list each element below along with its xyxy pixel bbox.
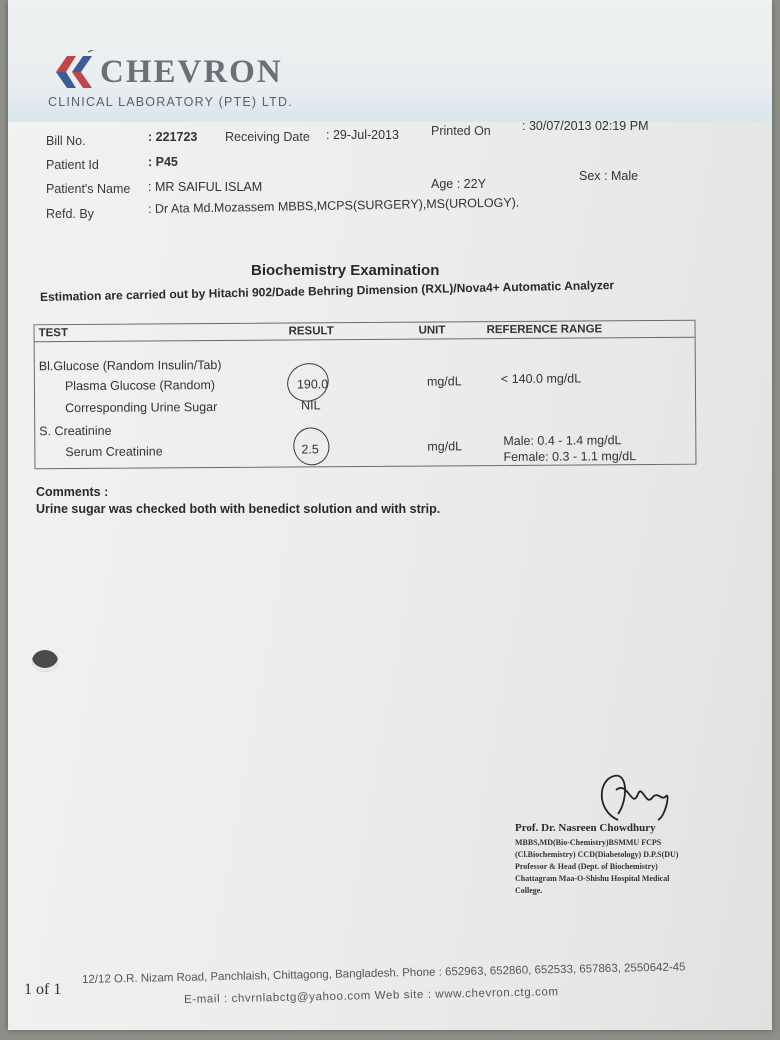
result-serum-creatinine: 2.5 <box>301 442 319 457</box>
test-plasma-glucose: Plasma Glucose (Random) <box>64 378 216 394</box>
handwritten-signature <box>588 770 678 826</box>
patient-id: P45 <box>155 155 178 169</box>
company-name: CHEVRON <box>100 54 283 90</box>
col-reference: REFERENCE RANGE <box>486 323 603 337</box>
receiving-label: Receiving Date <box>225 130 310 144</box>
unit-serum-creatinine: mg/dL <box>427 439 463 454</box>
method-note: Estimation are carried out by Hitachi 902/Dade Behring Dimension (RXL)/Nova4+ Automatic Analyzer <box>39 277 615 304</box>
bill-number: 221723 <box>155 130 198 144</box>
signatory-institution-cont: College. <box>515 886 543 895</box>
signatory-qualification-2: (Cl.Biochemistry) CCD(Diabetology) D.P.S(DU) <box>515 850 679 859</box>
punch-hole <box>32 650 58 672</box>
results-table <box>34 320 697 470</box>
printed-label: Printed On <box>431 124 491 138</box>
range-plasma-glucose: < 140.0 mg/dL <box>500 371 582 387</box>
group-creatinine: S. Creatinine <box>39 423 112 439</box>
signatory-qualification-1: MBBS,MD(Bio-Chemistry)BSMMU FCPS <box>515 838 662 847</box>
group-glucose: Bl.Glucose (Random Insulin/Tab) <box>38 358 222 374</box>
patient-id-label: Patient Id <box>46 158 99 172</box>
page-number: 1 of 1 <box>24 981 62 998</box>
signatory-institution: Chattagram Maa-O-Shishu Hospital Medical <box>515 874 670 883</box>
range-creatinine-female: Female: 0.3 - 1.1 mg/dL <box>503 449 637 465</box>
patient-name-label: Patient's Name <box>46 182 131 196</box>
comments-text: Urine sugar was checked both with benedict solution and with strip. <box>36 502 441 516</box>
lab-report-sheet <box>8 0 772 1030</box>
printed-value: : 30/07/2013 02:19 PM <box>522 119 649 133</box>
comments-label: Comments : <box>36 485 109 499</box>
unit-plasma-glucose: mg/dL <box>426 374 462 389</box>
chevron-logo-icon <box>50 50 94 94</box>
col-result: RESULT <box>288 325 334 338</box>
result-urine-sugar: NIL <box>301 398 321 413</box>
patient-sex: Sex : Male <box>579 169 639 183</box>
col-test: TEST <box>38 327 68 340</box>
patient-age: Age : 22Y <box>431 177 486 191</box>
range-creatinine-male: Male: 0.4 - 1.4 mg/dL <box>503 433 622 449</box>
patient-id-value: : P45 <box>148 155 178 169</box>
bill-value: : 221723 <box>148 130 198 144</box>
test-serum-creatinine: Serum Creatinine <box>65 444 163 460</box>
footer-contact: E-mail : chvrnlabctg@yahoo.com Web site : www.chevron.ctg.com <box>183 986 559 1006</box>
patient-name-value: : MR SAIFUL ISLAM <box>148 180 263 194</box>
test-urine-sugar: Corresponding Urine Sugar <box>65 400 218 416</box>
report-title: Biochemistry Examination <box>251 262 440 279</box>
footer-address: 12/12 O.R. Nizam Road, Panchlaish, Chittagong, Bangladesh. Phone : 652963, 652860, 652533, 657863, 2550642-45 <box>81 961 686 986</box>
table-header-divider <box>35 337 695 343</box>
receiving-value: : 29-Jul-2013 <box>326 128 399 142</box>
signatory-name: Prof. Dr. Nasreen Chowdhury <box>515 822 656 834</box>
signatory-position: Professor & Head (Dept. of Biochemistry) <box>515 862 658 871</box>
refd-value: : Dr Ata Md.Mozassem MBBS,MCPS(SURGERY),MS(UROLOGY). <box>147 195 520 216</box>
result-plasma-glucose: 190.0 <box>296 377 329 392</box>
refd-label: Refd. By <box>46 207 94 221</box>
result-circle-mark <box>289 423 334 469</box>
bill-label: Bill No. <box>46 134 86 148</box>
col-unit: UNIT <box>418 324 446 337</box>
company-subtitle: CLINICAL LABORATORY (PTE) LTD. <box>48 95 293 109</box>
